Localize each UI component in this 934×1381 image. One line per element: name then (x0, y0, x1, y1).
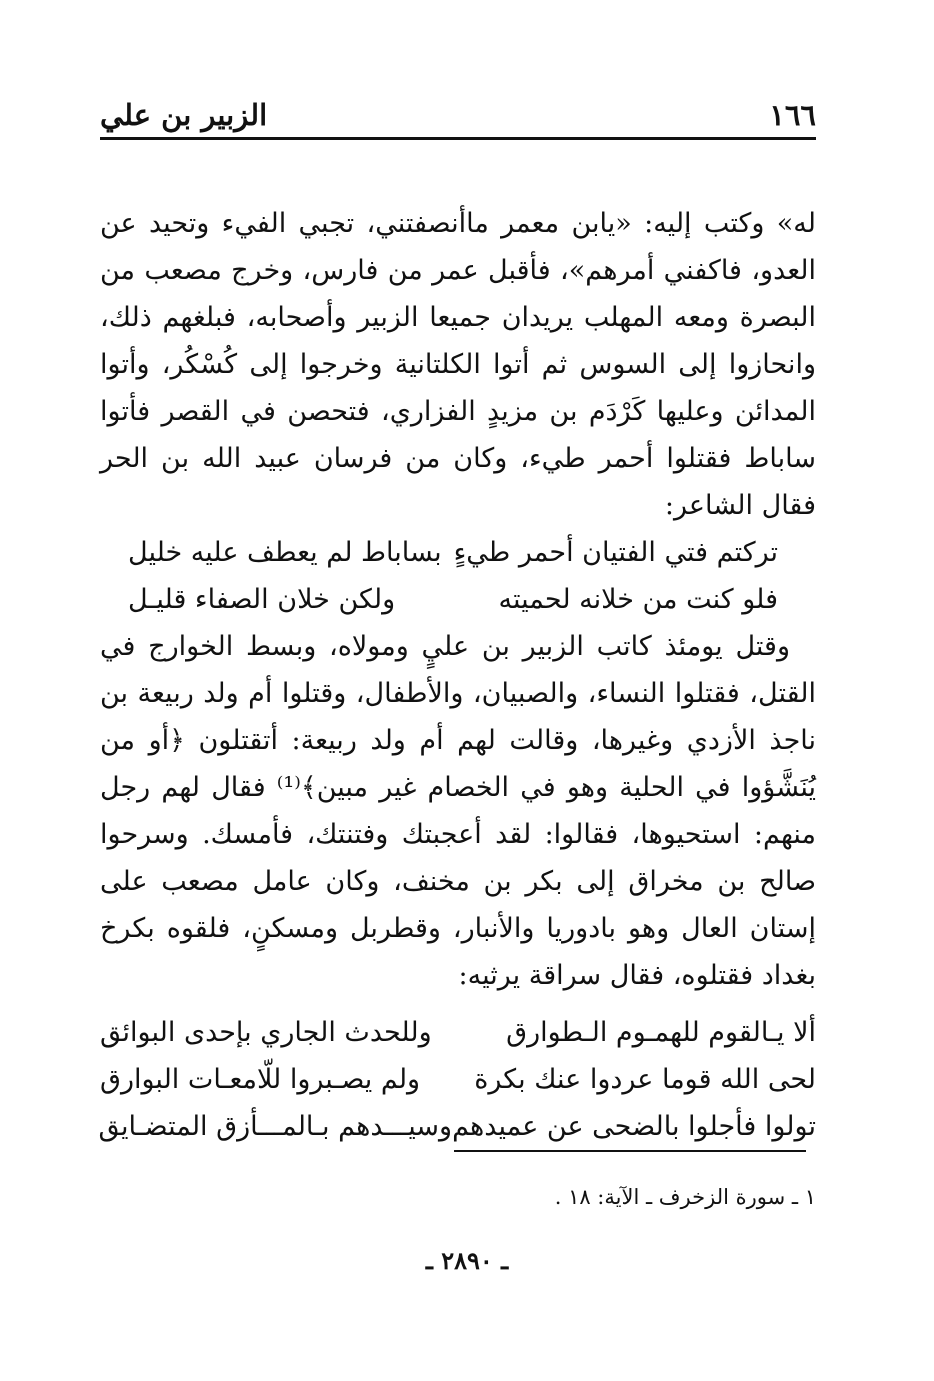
header-page-number: ١٦٦ (769, 98, 816, 132)
verse-line (128, 529, 778, 576)
poem-2 (100, 1009, 816, 1150)
verse-line (128, 576, 778, 623)
running-title: الزبير بن علي (100, 98, 268, 132)
verse-line (100, 1103, 816, 1150)
verse-hemistich-left: وسيـــدهم بـالمـــأزق المتضـايق (98, 1111, 453, 1142)
page-header (100, 92, 816, 132)
verse-hemistich-left: ولم يصـبروا للّامعـات البوارق (100, 1064, 421, 1095)
verse-hemistich-right: تركتم فتي الفتيان أحمر طيءٍ (453, 537, 778, 568)
footnote-rule (454, 1150, 806, 1152)
verse-hemistich-right: فلو كنت من خلانه لحميته (498, 584, 778, 615)
poem-1 (100, 529, 816, 623)
paragraph-2: وقتل يومئذ كاتب الزبير بن عليٍ ومولاه، وبسط الخوارج في القتل، فقتلوا النساء، والصبيان، والأطفال، وقتلوا أم ولد ربيعة بن ناجذ الأزدي وغيرها، وقالت لهم أم ولد ربيعة: أتقتلون ﴿أو من يُنَشَّؤوا في الحلية وهو في الخصام غير مبين﴾⁽¹⁾ فقال لهم رجل منهم: استحيوها، فقالوا: لقد أعجبتك وفتنتك، فأمسك. وسرحوا صالح بن مخراق إلى بكر بن مخنف، وكان عامل مصعب على إستان العال وهو بادوريا والأنبار، وقطربل ومسكنٍ، فلقوه بكرخ بغداد فقتلوه، فقال سراقة يرثيه: (100, 631, 816, 991)
verse-hemistich-right: لحى الله قوما عردوا عنك بكرة (474, 1064, 816, 1095)
footnote: ١ ـ سورة الزخرف ـ الآية: ١٨ . (554, 1185, 816, 1209)
verse-hemistich-right: ألا يـالقوم للهمـوم الـطوارق (506, 1017, 816, 1048)
page-number: ـ ٢٨٩٠ ـ (425, 1246, 509, 1275)
verse-hemistich-right: تولوا فأجلوا بالضحى عن عميدهم (452, 1111, 816, 1142)
paragraph-1: له» وكتب إليه: «يابن معمر ماأنصفتني، تجبي الفيء وتحيد عن العدو، فاكفني أمرهم»، فأقبل عمر من فارس، وخرج مصعب من البصرة ومعه المهلب يريدان جميعا الزبير وأصحابه، فبلغهم ذلك، وانحازوا إلى السوس ثم أتوا الكلتانية وخرجوا إلى كُسْكُر، وأتوا المدائن وعليها كَرْدَم بن مزيدٍ الفزاري، فتحصن في القصر فأتوا ساباط فقتلوا أحمر طيء، وكان من فرسان عبيد الله بن الحر فقال الشاعر: (100, 208, 816, 521)
main-text (100, 200, 816, 1150)
verse-line (100, 1056, 816, 1103)
verse-hemistich-left: وللحدث الجاري بإحدى البوائق (100, 1017, 432, 1048)
verse-line (100, 1009, 816, 1056)
header-rule (100, 137, 816, 140)
verse-hemistich-left: ولكن خلان الصفاء قليـل (128, 584, 396, 615)
verse-hemistich-left: بساباط لم يعطف عليه خليل (128, 537, 442, 568)
